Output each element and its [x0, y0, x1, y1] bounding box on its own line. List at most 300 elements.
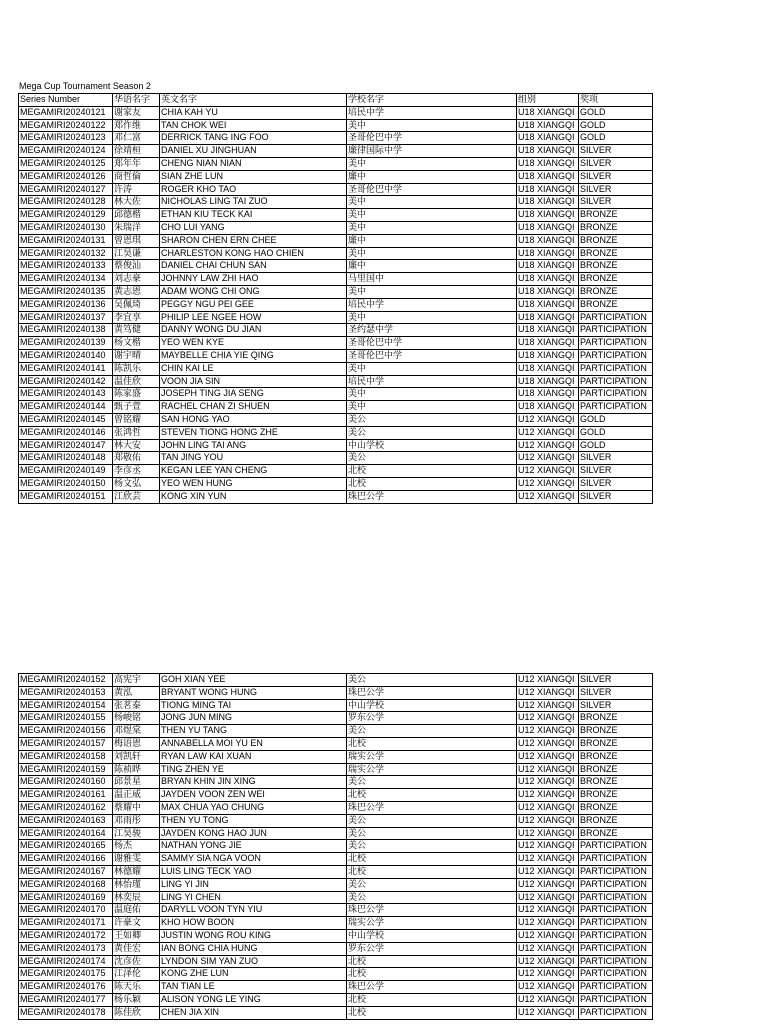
school-name-cell: 圣哥伦巴中学	[347, 183, 517, 196]
table-row	[19, 955, 653, 968]
table-row	[19, 183, 653, 196]
table-row	[19, 196, 653, 209]
english-name-cell: CHIA KAH YU	[160, 106, 347, 119]
table-row	[19, 1006, 653, 1019]
category-cell: U12 XIANGQI	[517, 686, 579, 699]
category-cell: U12 XIANGQI	[517, 814, 579, 827]
series-number-cell: MEGAMIRI20240177	[19, 993, 113, 1006]
table-row	[19, 119, 653, 132]
series-number-cell: MEGAMIRI20240131	[19, 234, 113, 247]
chinese-name-cell: 李彦丞	[113, 465, 160, 478]
award-cell: PARTICIPATION	[579, 865, 653, 878]
category-cell: U12 XIANGQI	[517, 699, 579, 712]
series-number-cell: MEGAMIRI20240170	[19, 904, 113, 917]
category-cell: U18 XIANGQI	[517, 273, 579, 286]
chinese-name-cell: 邓煜棠	[113, 725, 160, 738]
category-cell: U12 XIANGQI	[517, 955, 579, 968]
award-cell: PARTICIPATION	[579, 993, 653, 1006]
award-cell: BRONZE	[579, 209, 653, 222]
chinese-name-cell: 曾恩琪	[113, 234, 160, 247]
category-cell: U12 XIANGQI	[517, 750, 579, 763]
school-name-cell: 中山学校	[347, 439, 517, 452]
category-cell: U12 XIANGQI	[517, 763, 579, 776]
chinese-name-cell: 林怡瑾	[113, 878, 160, 891]
category-cell: U12 XIANGQI	[517, 993, 579, 1006]
award-cell: PARTICIPATION	[579, 929, 653, 942]
school-name-cell: 珠巴公学	[347, 904, 517, 917]
series-number-cell: MEGAMIRI20240152	[19, 674, 113, 687]
series-number-cell: MEGAMIRI20240133	[19, 260, 113, 273]
chinese-name-cell: 温庭佑	[113, 904, 160, 917]
series-number-cell: MEGAMIRI20240156	[19, 725, 113, 738]
school-name-cell: 美中	[347, 285, 517, 298]
category-cell: U18 XIANGQI	[517, 221, 579, 234]
chinese-name-cell: 林大安	[113, 439, 160, 452]
english-name-cell: DANIEL CHAI CHUN SAN	[160, 260, 347, 273]
chinese-name-cell: 林德耀	[113, 865, 160, 878]
award-cell: PARTICIPATION	[579, 362, 653, 375]
school-name-cell: 美公	[347, 840, 517, 853]
english-name-cell: ETHAN KIU TECK KAI	[160, 209, 347, 222]
school-name-cell: 北校	[347, 477, 517, 490]
header-english-name: 英文名字	[160, 94, 347, 107]
chinese-name-cell: 李宜享	[113, 311, 160, 324]
chinese-name-cell: 许涛	[113, 183, 160, 196]
table-row	[19, 145, 653, 158]
series-number-cell: MEGAMIRI20240145	[19, 413, 113, 426]
series-number-cell: MEGAMIRI20240129	[19, 209, 113, 222]
school-name-cell: 圣哥伦巴中学	[347, 337, 517, 350]
table-row	[19, 375, 653, 388]
category-cell: U18 XIANGQI	[517, 209, 579, 222]
english-name-cell: NATHAN YONG JIE	[160, 840, 347, 853]
category-cell: U12 XIANGQI	[517, 426, 579, 439]
category-cell: U12 XIANGQI	[517, 891, 579, 904]
header-school-name: 学校名字	[347, 94, 517, 107]
chinese-name-cell: 黄志恩	[113, 285, 160, 298]
table-row	[19, 209, 653, 222]
school-name-cell: 美公	[347, 452, 517, 465]
school-name-cell: 北校	[347, 789, 517, 802]
english-name-cell: LUIS LING TECK YAO	[160, 865, 347, 878]
english-name-cell: ALISON YONG LE YING	[160, 993, 347, 1006]
school-name-cell: 中山学校	[347, 699, 517, 712]
school-name-cell: 美公	[347, 878, 517, 891]
english-name-cell: YEO WEN KYE	[160, 337, 347, 350]
chinese-name-cell: 郑作维	[113, 119, 160, 132]
award-cell: PARTICIPATION	[579, 401, 653, 414]
table-row	[19, 929, 653, 942]
school-name-cell: 美公	[347, 426, 517, 439]
series-number-cell: MEGAMIRI20240128	[19, 196, 113, 209]
english-name-cell: DERRICK TANG ING FOO	[160, 132, 347, 145]
series-number-cell: MEGAMIRI20240168	[19, 878, 113, 891]
chinese-name-cell: 林大佐	[113, 196, 160, 209]
award-cell: BRONZE	[579, 273, 653, 286]
series-number-cell: MEGAMIRI20240172	[19, 929, 113, 942]
table-row	[19, 311, 653, 324]
table-row	[19, 725, 653, 738]
table-row	[19, 298, 653, 311]
school-name-cell: 北校	[347, 955, 517, 968]
series-number-cell: MEGAMIRI20240176	[19, 981, 113, 994]
table-row	[19, 401, 653, 414]
table-row	[19, 234, 653, 247]
award-cell: PARTICIPATION	[579, 955, 653, 968]
series-number-cell: MEGAMIRI20240124	[19, 145, 113, 158]
chinese-name-cell: 江昊骏	[113, 827, 160, 840]
chinese-name-cell: 吴佩琦	[113, 298, 160, 311]
chinese-name-cell: 甄子萱	[113, 401, 160, 414]
category-cell: U12 XIANGQI	[517, 878, 579, 891]
award-cell: PARTICIPATION	[579, 311, 653, 324]
award-cell: SILVER	[579, 145, 653, 158]
english-name-cell: KHO HOW BOON	[160, 917, 347, 930]
chinese-name-cell: 黄笃健	[113, 324, 160, 337]
category-cell: U12 XIANGQI	[517, 465, 579, 478]
series-number-cell: MEGAMIRI20240139	[19, 337, 113, 350]
chinese-name-cell: 商哲倫	[113, 170, 160, 183]
category-cell: U18 XIANGQI	[517, 132, 579, 145]
series-number-cell: MEGAMIRI20240122	[19, 119, 113, 132]
school-name-cell: 北校	[347, 865, 517, 878]
award-cell: PARTICIPATION	[579, 337, 653, 350]
chinese-name-cell: 谢雅雯	[113, 853, 160, 866]
table-row	[19, 337, 653, 350]
table-row	[19, 413, 653, 426]
category-cell: U12 XIANGQI	[517, 942, 579, 955]
award-cell: BRONZE	[579, 814, 653, 827]
award-cell: SILVER	[579, 196, 653, 209]
chinese-name-cell: 陈祯晔	[113, 763, 160, 776]
award-cell: BRONZE	[579, 247, 653, 260]
table-row	[19, 674, 653, 687]
english-name-cell: RACHEL CHAN ZI SHUEN	[160, 401, 347, 414]
chinese-name-cell: 杨文楷	[113, 337, 160, 350]
english-name-cell: STEVEN TIONG HONG ZHE	[160, 426, 347, 439]
category-cell: U18 XIANGQI	[517, 349, 579, 362]
school-name-cell: 中山学校	[347, 929, 517, 942]
table-row	[19, 388, 653, 401]
english-name-cell: SAN HONG YAO	[160, 413, 347, 426]
series-number-cell: MEGAMIRI20240169	[19, 891, 113, 904]
school-name-cell: 廉律国际中学	[347, 145, 517, 158]
series-number-cell: MEGAMIRI20240178	[19, 1006, 113, 1019]
category-cell: U12 XIANGQI	[517, 1006, 579, 1019]
series-number-cell: MEGAMIRI20240154	[19, 699, 113, 712]
chinese-name-cell: 王如卿	[113, 929, 160, 942]
chinese-name-cell: 郑敬佑	[113, 452, 160, 465]
chinese-name-cell: 曾铭耀	[113, 413, 160, 426]
chinese-name-cell: 徐靖桓	[113, 145, 160, 158]
table-row	[19, 942, 653, 955]
header-award: 奖项	[579, 94, 653, 107]
category-cell: U18 XIANGQI	[517, 170, 579, 183]
table-row	[19, 814, 653, 827]
series-number-cell: MEGAMIRI20240163	[19, 814, 113, 827]
award-cell: BRONZE	[579, 827, 653, 840]
chinese-name-cell: 谢家友	[113, 106, 160, 119]
table-row	[19, 840, 653, 853]
header-series-number: Series Number	[19, 94, 113, 107]
school-name-cell: 培民中学	[347, 375, 517, 388]
chinese-name-cell: 张茗泰	[113, 699, 160, 712]
school-name-cell: 北校	[347, 993, 517, 1006]
school-name-cell: 美公	[347, 674, 517, 687]
english-name-cell: DANIEL XU JINGHUAN	[160, 145, 347, 158]
table-row	[19, 968, 653, 981]
chinese-name-cell: 许豪文	[113, 917, 160, 930]
series-number-cell: MEGAMIRI20240125	[19, 157, 113, 170]
english-name-cell: VOON JIA SIN	[160, 375, 347, 388]
english-name-cell: JOSEPH TING JIA SENG	[160, 388, 347, 401]
table-row	[19, 904, 653, 917]
series-number-cell: MEGAMIRI20240135	[19, 285, 113, 298]
category-cell: U18 XIANGQI	[517, 337, 579, 350]
chinese-name-cell: 梅语恩	[113, 737, 160, 750]
table-row	[19, 686, 653, 699]
award-cell: SILVER	[579, 452, 653, 465]
award-cell: GOLD	[579, 413, 653, 426]
award-cell: GOLD	[579, 439, 653, 452]
category-cell: U18 XIANGQI	[517, 119, 579, 132]
series-number-cell: MEGAMIRI20240146	[19, 426, 113, 439]
series-number-cell: MEGAMIRI20240141	[19, 362, 113, 375]
chinese-name-cell: 邱景星	[113, 776, 160, 789]
award-cell: PARTICIPATION	[579, 349, 653, 362]
award-cell: SILVER	[579, 465, 653, 478]
english-name-cell: KEGAN LEE YAN CHENG	[160, 465, 347, 478]
english-name-cell: PEGGY NGU PEI GEE	[160, 298, 347, 311]
award-cell: BRONZE	[579, 298, 653, 311]
chinese-name-cell: 刘凯轩	[113, 750, 160, 763]
award-cell: GOLD	[579, 106, 653, 119]
english-name-cell: TAN CHOK WEI	[160, 119, 347, 132]
table-row	[19, 737, 653, 750]
series-number-cell: MEGAMIRI20240140	[19, 349, 113, 362]
category-cell: U12 XIANGQI	[517, 917, 579, 930]
table-row	[19, 465, 653, 478]
school-name-cell: 廉中	[347, 234, 517, 247]
series-number-cell: MEGAMIRI20240150	[19, 477, 113, 490]
english-name-cell: TAN TIAN LE	[160, 981, 347, 994]
award-cell: BRONZE	[579, 801, 653, 814]
table-row	[19, 776, 653, 789]
chinese-name-cell: 陈天乐	[113, 981, 160, 994]
english-name-cell: ANNABELLA MOI YU EN	[160, 737, 347, 750]
english-name-cell: LYNDON SIM YAN ZUO	[160, 955, 347, 968]
school-name-cell: 罗东公学	[347, 712, 517, 725]
table-row	[19, 865, 653, 878]
category-cell: U12 XIANGQI	[517, 776, 579, 789]
category-cell: U12 XIANGQI	[517, 801, 579, 814]
english-name-cell: KONG ZHE LUN	[160, 968, 347, 981]
school-name-cell: 美中	[347, 388, 517, 401]
award-cell: BRONZE	[579, 221, 653, 234]
award-cell: BRONZE	[579, 234, 653, 247]
award-cell: PARTICIPATION	[579, 840, 653, 853]
award-cell: PARTICIPATION	[579, 878, 653, 891]
series-number-cell: MEGAMIRI20240155	[19, 712, 113, 725]
category-cell: U12 XIANGQI	[517, 413, 579, 426]
category-cell: U12 XIANGQI	[517, 929, 579, 942]
chinese-name-cell: 杨杰	[113, 840, 160, 853]
category-cell: U18 XIANGQI	[517, 234, 579, 247]
english-name-cell: JUSTIN WONG ROU KING	[160, 929, 347, 942]
award-cell: BRONZE	[579, 750, 653, 763]
series-number-cell: MEGAMIRI20240132	[19, 247, 113, 260]
english-name-cell: MAYBELLE CHIA YIE QING	[160, 349, 347, 362]
chinese-name-cell: 高宪宇	[113, 674, 160, 687]
school-name-cell: 珠巴公学	[347, 801, 517, 814]
english-name-cell: BRYAN KHIN JIN XING	[160, 776, 347, 789]
chinese-name-cell: 蔡耀中	[113, 801, 160, 814]
english-name-cell: THEN YU TONG	[160, 814, 347, 827]
school-name-cell: 美中	[347, 209, 517, 222]
english-name-cell: LING YI CHEN	[160, 891, 347, 904]
school-name-cell: 北校	[347, 968, 517, 981]
award-cell: BRONZE	[579, 285, 653, 298]
chinese-name-cell: 谢宇晴	[113, 349, 160, 362]
table-row	[19, 801, 653, 814]
table-row	[19, 106, 653, 119]
chinese-name-cell: 杨文弘	[113, 477, 160, 490]
award-cell: PARTICIPATION	[579, 968, 653, 981]
series-number-cell: MEGAMIRI20240159	[19, 763, 113, 776]
school-name-cell: 美中	[347, 196, 517, 209]
award-cell: PARTICIPATION	[579, 324, 653, 337]
english-name-cell: LING YI JIN	[160, 878, 347, 891]
chinese-name-cell: 陈家盛	[113, 388, 160, 401]
school-name-cell: 圣哥伦巴中学	[347, 132, 517, 145]
category-cell: U18 XIANGQI	[517, 260, 579, 273]
series-number-cell: MEGAMIRI20240161	[19, 789, 113, 802]
chinese-name-cell: 黄佳宏	[113, 942, 160, 955]
english-name-cell: PHILIP LEE NGEE HOW	[160, 311, 347, 324]
table-row	[19, 878, 653, 891]
english-name-cell: CHENG NIAN NIAN	[160, 157, 347, 170]
award-cell: PARTICIPATION	[579, 388, 653, 401]
award-cell: PARTICIPATION	[579, 981, 653, 994]
award-cell: PARTICIPATION	[579, 375, 653, 388]
school-name-cell: 廉中	[347, 260, 517, 273]
series-number-cell: MEGAMIRI20240137	[19, 311, 113, 324]
table-row	[19, 260, 653, 273]
english-name-cell: RYAN LAW KAI XUAN	[160, 750, 347, 763]
series-number-cell: MEGAMIRI20240138	[19, 324, 113, 337]
table-row	[19, 699, 653, 712]
category-cell: U18 XIANGQI	[517, 298, 579, 311]
category-cell: U12 XIANGQI	[517, 981, 579, 994]
english-name-cell: CHO LUI YANG	[160, 221, 347, 234]
award-cell: PARTICIPATION	[579, 853, 653, 866]
header-row	[19, 94, 653, 107]
award-cell: GOLD	[579, 132, 653, 145]
results-table-1	[18, 93, 653, 504]
series-number-cell: MEGAMIRI20240173	[19, 942, 113, 955]
series-number-cell: MEGAMIRI20240171	[19, 917, 113, 930]
category-cell: U12 XIANGQI	[517, 789, 579, 802]
series-number-cell: MEGAMIRI20240127	[19, 183, 113, 196]
table-row	[19, 349, 653, 362]
chinese-name-cell: 郑年年	[113, 157, 160, 170]
table-row	[19, 157, 653, 170]
category-cell: U18 XIANGQI	[517, 183, 579, 196]
school-name-cell: 珠巴公学	[347, 490, 517, 503]
category-cell: U18 XIANGQI	[517, 362, 579, 375]
award-cell: SILVER	[579, 686, 653, 699]
table-row	[19, 324, 653, 337]
chinese-name-cell: 江欣芸	[113, 490, 160, 503]
table-row	[19, 362, 653, 375]
english-name-cell: CHARLESTON KONG HAO CHIEN	[160, 247, 347, 260]
english-name-cell: BRYANT WONG HUNG	[160, 686, 347, 699]
english-name-cell: CHEN JIA XIN	[160, 1006, 347, 1019]
chinese-name-cell: 黄泓	[113, 686, 160, 699]
school-name-cell: 美中	[347, 247, 517, 260]
chinese-name-cell: 江昊谦	[113, 247, 160, 260]
school-name-cell: 圣约瑟中学	[347, 324, 517, 337]
award-cell: BRONZE	[579, 789, 653, 802]
series-number-cell: MEGAMIRI20240136	[19, 298, 113, 311]
chinese-name-cell: 温佳欣	[113, 375, 160, 388]
table-row	[19, 221, 653, 234]
table-row	[19, 853, 653, 866]
award-cell: PARTICIPATION	[579, 942, 653, 955]
chinese-name-cell: 朱瑞洋	[113, 221, 160, 234]
award-cell: PARTICIPATION	[579, 1006, 653, 1019]
school-name-cell: 培民中学	[347, 106, 517, 119]
category-cell: U12 XIANGQI	[517, 968, 579, 981]
english-name-cell: TIONG MING TAI	[160, 699, 347, 712]
award-cell: PARTICIPATION	[579, 917, 653, 930]
school-name-cell: 美公	[347, 776, 517, 789]
school-name-cell: 珠巴公学	[347, 981, 517, 994]
results-table-2	[18, 673, 653, 1020]
school-name-cell: 美公	[347, 725, 517, 738]
series-number-cell: MEGAMIRI20240130	[19, 221, 113, 234]
school-name-cell: 圣哥伦巴中学	[347, 349, 517, 362]
category-cell: U18 XIANGQI	[517, 311, 579, 324]
english-name-cell: JAYDEN VOON ZEN WEI	[160, 789, 347, 802]
table-row	[19, 247, 653, 260]
series-number-cell: MEGAMIRI20240174	[19, 955, 113, 968]
chinese-name-cell: 邓仁富	[113, 132, 160, 145]
category-cell: U18 XIANGQI	[517, 375, 579, 388]
english-name-cell: IAN BONG CHIA HUNG	[160, 942, 347, 955]
table-row	[19, 917, 653, 930]
english-name-cell: SAMMY SIA NGA VOON	[160, 853, 347, 866]
table-row	[19, 981, 653, 994]
school-name-cell: 廉中	[347, 170, 517, 183]
school-name-cell: 美公	[347, 891, 517, 904]
header-chinese-name: 华语名字	[113, 94, 160, 107]
school-name-cell: 美公	[347, 413, 517, 426]
series-number-cell: MEGAMIRI20240134	[19, 273, 113, 286]
chinese-name-cell: 沈彦佐	[113, 955, 160, 968]
category-cell: U12 XIANGQI	[517, 439, 579, 452]
award-cell: BRONZE	[579, 725, 653, 738]
english-name-cell: THEN YU TANG	[160, 725, 347, 738]
series-number-cell: MEGAMIRI20240166	[19, 853, 113, 866]
english-name-cell: JAYDEN KONG HAO JUN	[160, 827, 347, 840]
table-row	[19, 490, 653, 503]
school-name-cell: 美中	[347, 221, 517, 234]
chinese-name-cell: 邓雨彤	[113, 814, 160, 827]
chinese-name-cell: 林奕辰	[113, 891, 160, 904]
category-cell: U12 XIANGQI	[517, 827, 579, 840]
series-number-cell: MEGAMIRI20240147	[19, 439, 113, 452]
